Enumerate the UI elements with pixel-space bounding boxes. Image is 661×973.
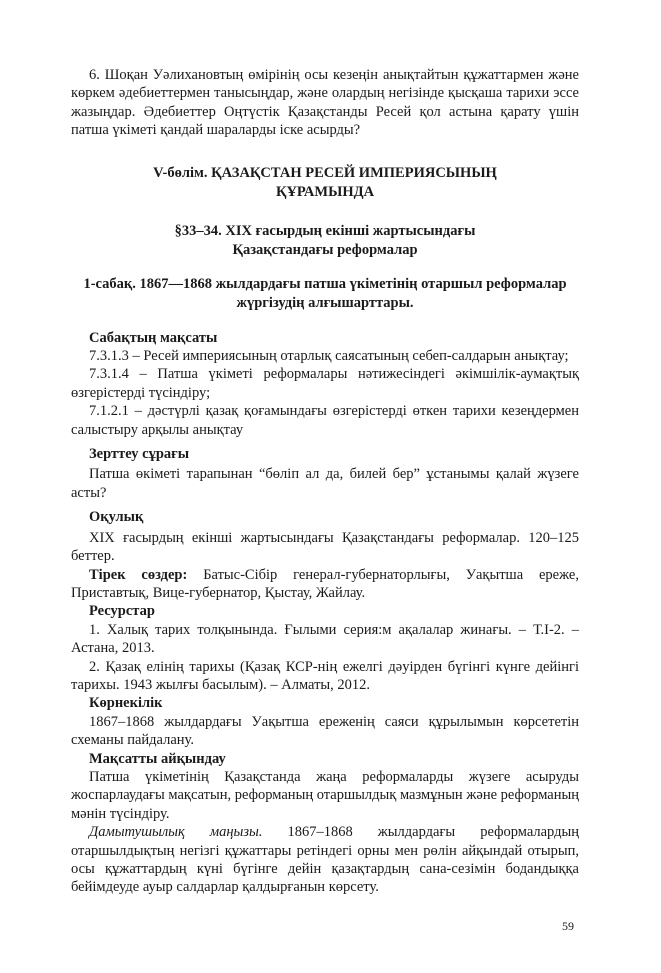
development-label: Дамытушылық маңызы. [89,824,263,841]
research-heading: Зерттеу сұрағы [89,446,190,463]
section-title [71,164,579,202]
page-number: 59 [562,918,574,933]
objective-heading: Мақсатты айқындау [89,750,226,767]
goal-item: 7.1.2.1 – дәстүрлі қазақ қоғамындағы өзгерістерді өткен тарихи кезеңдермен салыстыру арқылы анықтау [71,403,579,438]
paragraph-title-line1: §33–34. XIX ғасырдың екінші жартысындағы [174,222,476,239]
keywords-label: Тірек сөздер: [89,566,188,583]
paragraph-title [71,222,579,260]
section-title-line1: V-бөлім. ҚАЗАҚСТАН РЕСЕЙ ИМПЕРИЯСЫНЫҢ [153,164,497,181]
keywords-text: Батыс-Сібір генерал-губернаторлығы, Уақытша ереже, Приставтық, Вице-губернатор, Қыстау, Жайлау. [71,566,579,601]
keywords [71,566,579,603]
resource-item: 2. Қазақ елінің тарихы (Қазақ КСР-нің ежелгі дәуірден бүгінгі күнге дейінгі тарихы. 1943 жылғы басылым). – Алматы, 2012. [71,658,579,693]
goals-heading: Сабақтың мақсаты [89,329,218,346]
goal-item: 7.3.1.4 – Патша үкіметі реформалары нәтижесіндегі әкімшілік-аумақтық өзгерістерді түсіндіру; [71,366,579,401]
textbook-text: XIX ғасырдың екінші жартысындағы Қазақстандағы реформалар. 120–125 беттер. [71,529,579,565]
lesson-title-line2: жүргізудің алғышарттары. [236,294,414,311]
goal-item: 7.3.1.3 – Ресей империясының отарлық саясатының себеп-салдарын анықтау; [89,348,569,365]
page-body [71,0,579,897]
development-text: 1867–1868 жылдардағы реформалардың отаршылдықтың негізгі құжаттары ретіндегі орны мен рөлін айқындай отырып, осы құжаттардың күні бүгінге дейін қазақтардың сана-сезімін бодандыққа бейімдеуде ауыр салдарлар қалдырғанын көрсету. [71,824,579,896]
lesson-title [61,275,589,313]
resource-item: 1. Халық тарих толқынында. Ғылыми серия:м ақалалар жинағы. – Т.І-2. – Астана, 2013. [71,621,579,657]
paragraph-title-line2: Қазақстандағы реформалар [232,241,418,258]
development-significance [71,823,579,897]
research-text: Патша өкіметі тарапынан “бөліп ал да, билей бер” ұстанымы қалай жүзеге асты? [71,466,579,501]
visual-text: 1867–1868 жылдардағы Уақытша ереженің саяси құрылымын көрсететін схеманы пайдалану. [71,713,579,749]
resources-heading: Ресурстар [89,603,155,620]
textbook-heading: Оқулық [89,509,144,526]
visual-heading: Көрнекілік [89,695,163,712]
task-6: 6. Шоқан Уәлихановтың өмірінің осы кезеңін анықтайтын құжаттармен және көркем әдебиеттермен танысыңдар, және олардың негізінде қысқаша тарихи эссе жазыңдар. Әдебиеттер Оңтүстік Қазақстанды Ресей қол астына қарату үшін патша үкіметі қандай шараларды іске асырды? [71,67,579,139]
objective-text: Патша үкіметінің Қазақстанда жаңа реформаларды жүзеге асыруды жоспарлаудағы мақсатын, реформаның отаршылдық мазмұнын және реформаның мәнін түсіндіру. [71,768,579,822]
section-title-line2: ҚҰРАМЫНДА [275,183,375,200]
lesson-title-line1: 1-сабақ. 1867—1868 жылдардағы патша үкіметінің отаршыл реформалар [83,275,567,292]
